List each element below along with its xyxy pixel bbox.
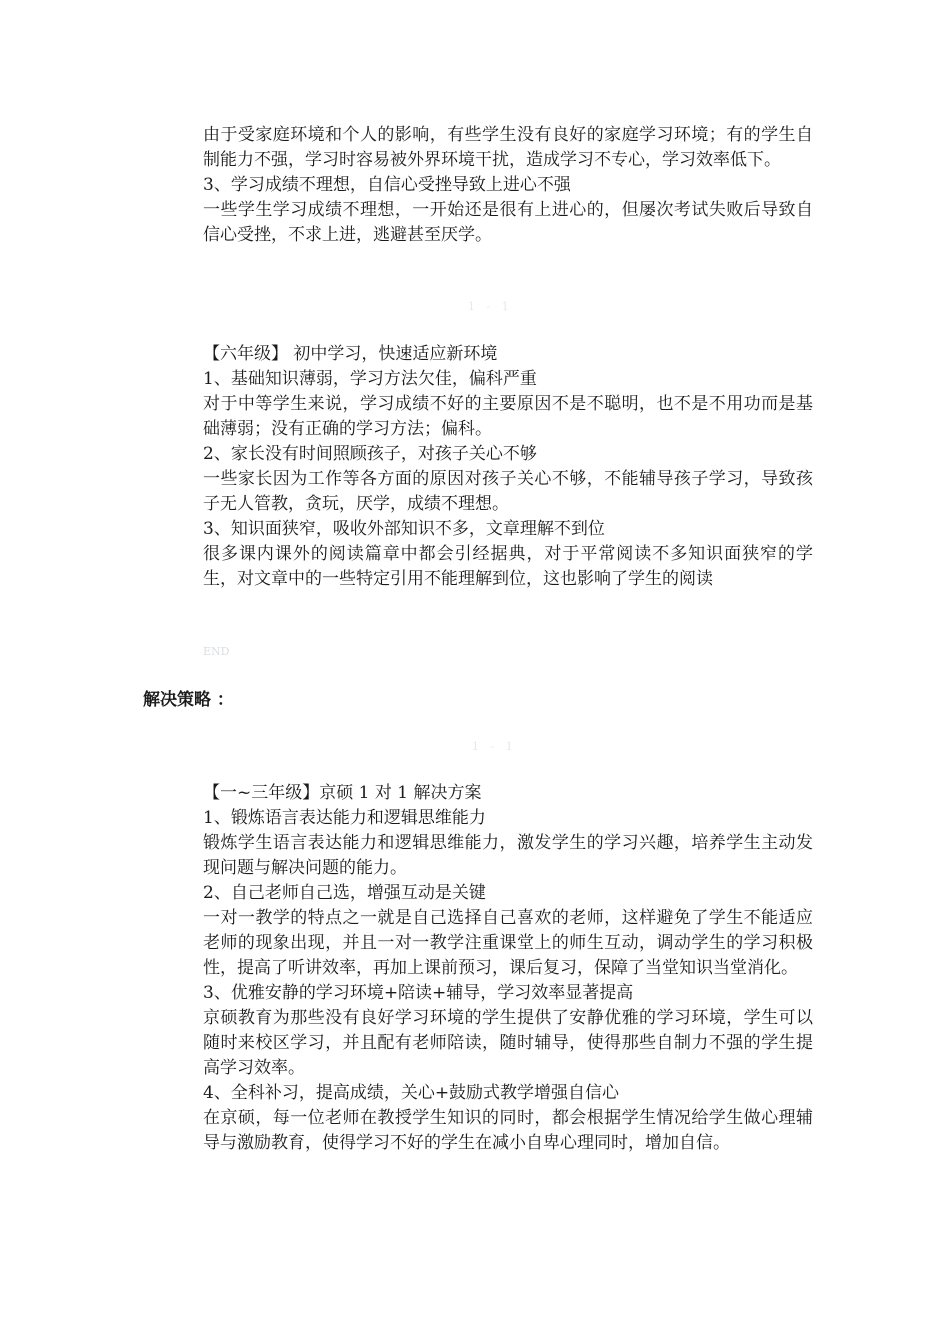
item-title: 2、家长没有时间照顾孩子，对孩子关心不够: [203, 444, 537, 464]
faint-page-mark: 1 - 1: [472, 740, 517, 753]
strategy-heading: 解决策略 ：: [143, 690, 234, 710]
item-title: 1、基础知识薄弱，学习方法欠佳，偏科严重: [203, 369, 537, 389]
item-title: 1、锻炼语言表达能力和逻辑思维能力: [203, 808, 486, 828]
item-title: 3、优雅安静的学习环境+陪读+辅导，学习效率显著提高: [203, 983, 634, 1003]
paragraph: 由于受家庭环境和个人的影响，有些学生没有良好的家庭学习环境；有的学生自制能力不强，学习时容易被外界环境干扰，造成学习不专心，学习效率低下。: [203, 125, 813, 170]
end-mark: END: [203, 645, 230, 658]
paragraph: 锻炼学生语言表达能力和逻辑思维能力，激发学生的学习兴趣，培养学生主动发现问题与解决问题的能力。: [203, 833, 813, 878]
paragraph: 一些家长因为工作等各方面的原因对孩子关心不够，不能辅导孩子学习，导致孩子无人管教，贪玩，厌学，成绩不理想。: [203, 469, 813, 514]
item-title: 3、学习成绩不理想，自信心受挫导致上进心不强: [203, 175, 571, 195]
paragraph: 对于中等学生来说，学习成绩不好的主要原因不是不聪明，也不是不用功而是基础薄弱；没有正确的学习方法；偏科。: [203, 394, 813, 439]
paragraph: 很多课内课外的阅读篇章中都会引经据典，对于平常阅读不多知识面狭窄的学生，对文章中的一些特定引用不能理解到位，这也影响了学生的阅读: [203, 544, 813, 589]
section-title: 【一~三年级】京硕 1 对 1 解决方案: [203, 783, 482, 803]
paragraph: 在京硕，每一位老师在教授学生知识的同时，都会根据学生情况给学生做心理辅导与激励教育，使得学习不好的学生在减小自卑心理同时，增加自信。: [203, 1108, 813, 1153]
section-continuation: [203, 123, 813, 248]
faint-page-mark: 1 - 1: [468, 300, 513, 313]
item-title: 2、自己老师自己选，增强互动是关键: [203, 883, 486, 903]
paragraph: 一对一教学的特点之一就是自己选择自己喜欢的老师，这样避免了学生不能适应老师的现象出现，并且一对一教学注重课堂上的师生互动，调动学生的学习积极性，提高了听讲效率，再加上课前预习，课后复习，保障了当堂知识当堂消化。: [203, 908, 813, 978]
paragraph: 一些学生学习成绩不理想，一开始还是很有上进心的，但屡次考试失败后导致自信心受挫，不求上进，逃避甚至厌学。: [203, 200, 813, 245]
section-title: 【六年级】 初中学习，快速适应新环境: [203, 344, 498, 364]
item-title: 3、知识面狭窄，吸收外部知识不多，文章理解不到位: [203, 519, 605, 539]
grades13-section: [203, 781, 813, 1156]
grade6-section: [203, 342, 813, 592]
paragraph: 京硕教育为那些没有良好学习环境的学生提供了安静优雅的学习环境，学生可以随时来校区学习，并且配有老师陪读，随时辅导，使得那些自制力不强的学生提高学习效率。: [203, 1008, 813, 1078]
item-title: 4、全科补习，提高成绩，关心+鼓励式教学增强自信心: [203, 1083, 620, 1103]
